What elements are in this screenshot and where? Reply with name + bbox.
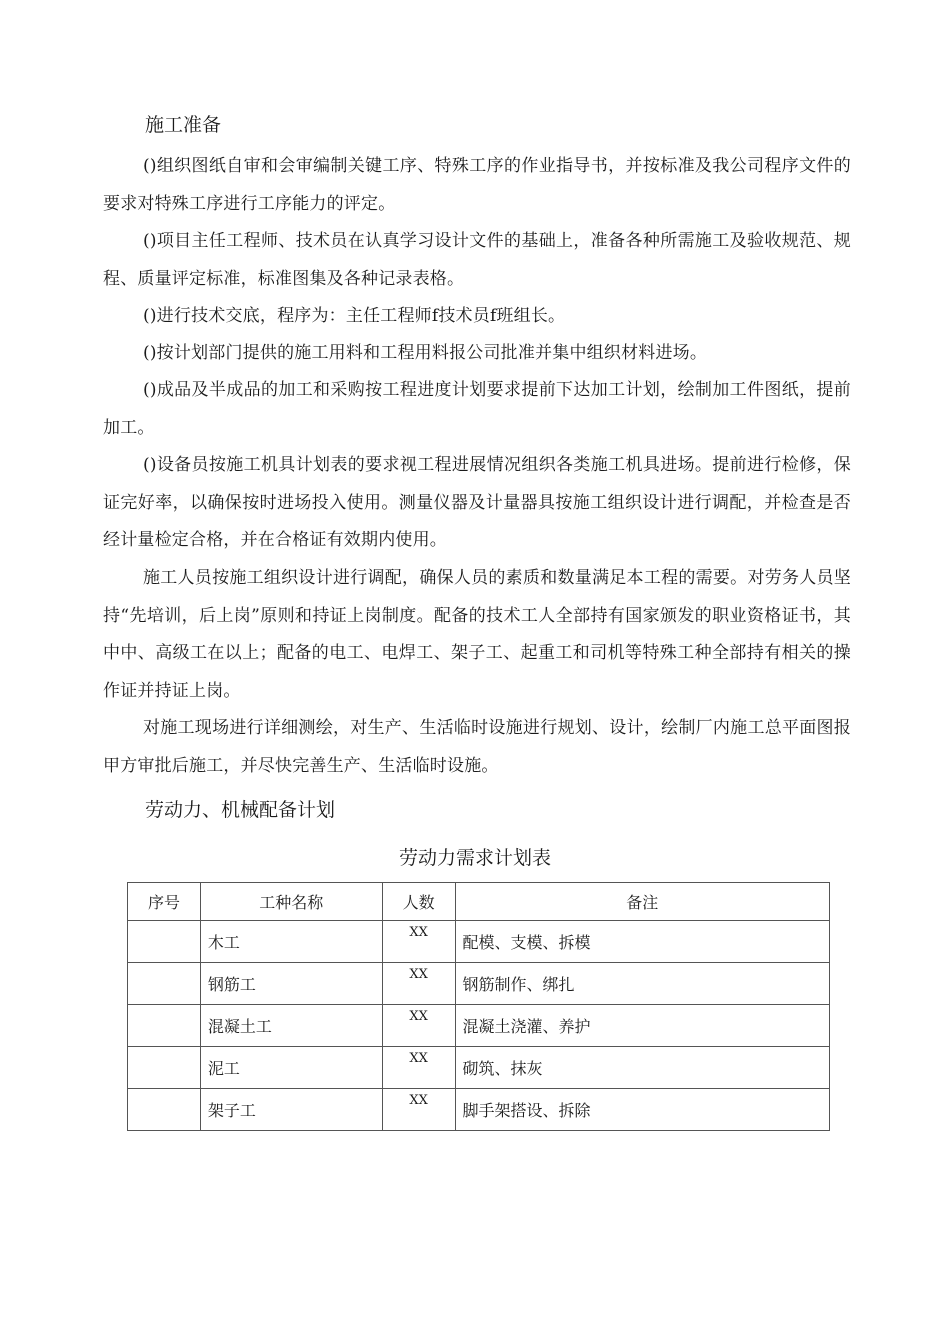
section-heading-preparation: 施工准备 (145, 114, 222, 136)
cell-note: 配模、支模、拆模 (455, 921, 829, 963)
paragraph-5: ()成品及半成品的加工和采购按工程进度计划要求提前下达加工计划，绘制加工件图纸，提前加工。 (103, 380, 851, 438)
table-header-row (128, 883, 830, 921)
cell-no (128, 963, 201, 1005)
paragraph-7: 施工人员按施工组织设计进行调配，确保人员的素质和数量满足本工程的需要。对劳务人员坚持“先培训，后上岗”原则和持证上岗制度。配备的技术工人全部持有国家颁发的职业资格证书，其中中、高级工在以上；配备的电工、电焊工、架子工、起重工和司机等特殊工种全部持有相关的操作证并持证上岗。 (103, 568, 851, 701)
paragraph-6: ()设备员按施工机具计划表的要求视工程进展情况组织各类施工机具进场。提前进行检修，保证完好率，以确保按时进场投入使用。测量仪器及计量器具按施工组织设计进行调配，并检查是否经计量检定合格，并在合格证有效期内使用。 (103, 455, 851, 550)
cell-no (128, 921, 201, 963)
cell-count: XX (382, 921, 455, 963)
cell-no (128, 1047, 201, 1089)
cell-note: 砌筑、抹灰 (455, 1047, 829, 1089)
table-row (128, 963, 830, 1005)
cell-count: XX (382, 1047, 455, 1089)
paragraph-2: ()项目主任工程师、技术员在认真学习设计文件的基础上，准备各种所需施工及验收规范、规程、质量评定标准，标准图集及各种记录表格。 (103, 231, 851, 289)
header-no: 序号 (128, 883, 201, 921)
cell-count: XX (382, 963, 455, 1005)
table-row (128, 1089, 830, 1131)
cell-trade: 混凝土工 (200, 1005, 382, 1047)
section-heading-labor-plan: 劳动力、机械配备计划 (145, 799, 336, 821)
table-title: 劳动力需求计划表 (398, 847, 551, 869)
cell-count: XX (382, 1089, 455, 1131)
cell-note: 脚手架搭设、拆除 (455, 1089, 829, 1131)
cell-count: XX (382, 1005, 455, 1047)
header-note: 备注 (455, 883, 829, 921)
cell-note: 混凝土浇灌、养护 (455, 1005, 829, 1047)
cell-trade: 架子工 (200, 1089, 382, 1131)
cell-trade: 木工 (200, 921, 382, 963)
paragraph-4: ()按计划部门提供的施工用料和工程用料报公司批准并集中组织材料进场。 (143, 343, 708, 363)
cell-no (128, 1089, 201, 1131)
paragraph-1: ()组织图纸自审和会审编制关键工序、特殊工序的作业指导书，并按标准及我公司程序文件的要求对特殊工序进行工序能力的评定。 (103, 156, 851, 214)
cell-note: 钢筋制作、绑扎 (455, 963, 829, 1005)
table-row (128, 1005, 830, 1047)
labor-demand-table (127, 882, 830, 1131)
header-trade: 工种名称 (200, 883, 382, 921)
paragraph-8: 对施工现场进行详细测绘，对生产、生活临时设施进行规划、设计，绘制厂内施工总平面图报甲方审批后施工，并尽快完善生产、生活临时设施。 (103, 718, 851, 776)
cell-trade: 泥工 (200, 1047, 382, 1089)
table-row (128, 921, 830, 963)
cell-no (128, 1005, 201, 1047)
header-count: 人数 (382, 883, 455, 921)
cell-trade: 钢筋工 (200, 963, 382, 1005)
table-row (128, 1047, 830, 1089)
paragraph-3: ()进行技术交底，程序为：主任工程师f技术员f班组长。 (143, 306, 566, 326)
